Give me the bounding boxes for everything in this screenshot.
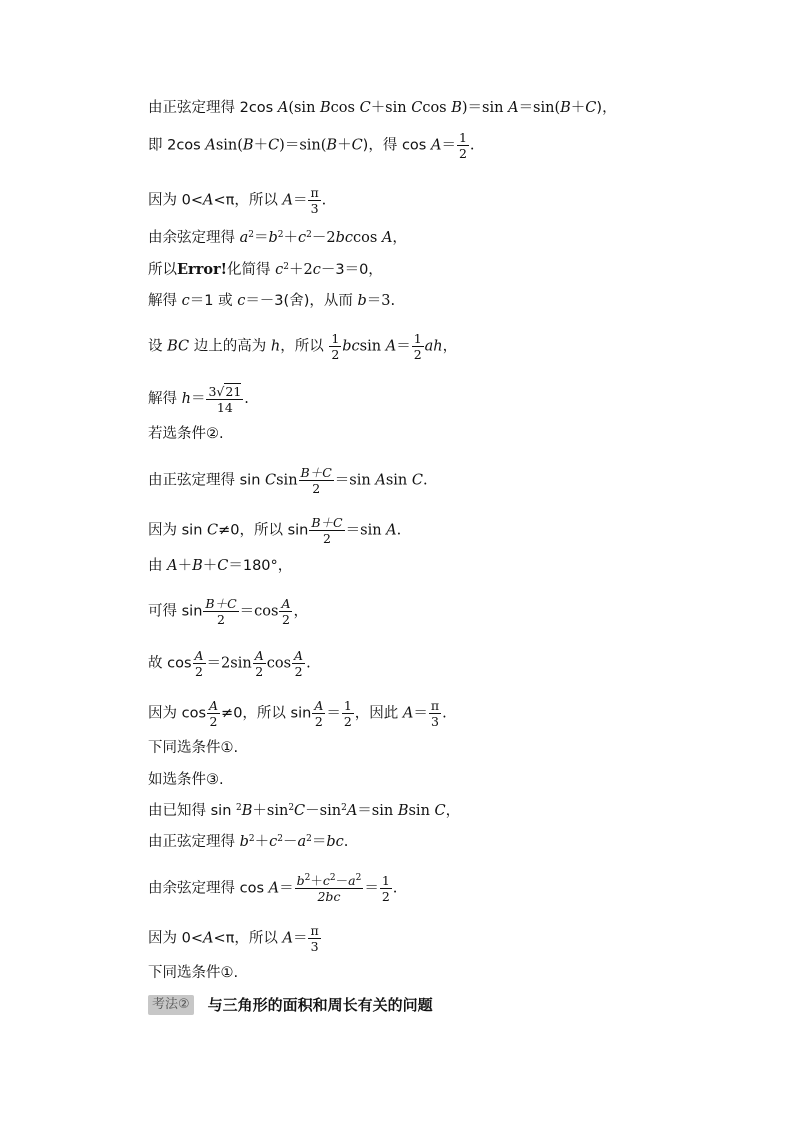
var: C xyxy=(411,100,423,116)
line-12 xyxy=(148,556,292,576)
text: 由正弦定理得 xyxy=(148,834,240,850)
var: A xyxy=(167,558,178,574)
fraction: $\frac{1}{2}$ xyxy=(343,698,352,729)
var: B xyxy=(397,803,409,819)
text: sin xyxy=(408,803,435,819)
var: B xyxy=(326,137,338,154)
line-20 xyxy=(148,873,397,904)
text: cos xyxy=(353,230,382,246)
fraction: $\frac{3√21}{14}$ xyxy=(208,384,242,415)
var: A xyxy=(282,192,293,209)
text: 由 xyxy=(148,558,168,574)
text: ≠0，所以 sin xyxy=(218,522,309,539)
text: cos xyxy=(266,655,292,672)
fraction: $\frac{\pi}{3}$ xyxy=(310,923,319,954)
line-2 xyxy=(148,130,475,161)
var: ah xyxy=(424,338,443,355)
fraction: $\frac{1}{2}$ xyxy=(331,331,340,362)
fraction: $\frac{\pi}{3}$ xyxy=(310,185,319,216)
text: . xyxy=(321,192,327,209)
text: 解得 xyxy=(148,293,182,309)
text: (sin xyxy=(288,100,321,116)
text: . xyxy=(306,655,311,672)
text: <π，所以 xyxy=(213,192,283,209)
var: B xyxy=(192,558,203,574)
var: A xyxy=(402,705,414,722)
var: b xyxy=(357,293,367,309)
var: B xyxy=(451,100,462,116)
text: 由余弦定理得 cos xyxy=(148,880,269,897)
text: cos xyxy=(330,100,360,116)
fraction: $\frac{b^2+c^2-a^2}{2bc}$ xyxy=(296,873,362,904)
text: ＝1 或 xyxy=(189,293,238,309)
line-5: 所以Error!化简得 $c^2+2c-3=0$， xyxy=(148,261,383,278)
var: A xyxy=(430,137,442,154)
var: C xyxy=(265,472,277,489)
var: c xyxy=(237,293,246,309)
text: . xyxy=(343,834,349,850)
var: B xyxy=(560,100,571,116)
var: A xyxy=(268,880,280,897)
text: 即 2cos xyxy=(148,137,206,154)
var: B xyxy=(242,137,254,154)
var: c xyxy=(275,262,284,278)
text: sin xyxy=(385,472,412,489)
line-16: 下同选条件①. xyxy=(148,740,239,756)
text: 因为 0< xyxy=(148,192,203,209)
text: . xyxy=(422,472,428,489)
text: －sin xyxy=(305,803,342,819)
text: ＋ xyxy=(202,558,218,574)
text: ＝ xyxy=(364,880,379,897)
var: B xyxy=(241,803,253,819)
fraction: $\frac{1}{2}$ xyxy=(413,331,422,362)
line-22: 下同选条件①. xyxy=(148,965,239,981)
text: )，得 cos xyxy=(362,137,431,154)
var: C xyxy=(217,558,229,574)
var: a xyxy=(297,834,307,850)
var: A xyxy=(385,338,397,355)
var: c xyxy=(269,834,278,850)
error-text: Error! xyxy=(177,261,228,278)
text: ＝sin xyxy=(357,803,398,819)
line-11 xyxy=(148,515,401,546)
text: 解得 xyxy=(148,391,182,407)
fraction: $\frac{B+C}{2}$ xyxy=(205,596,237,627)
text: 所以 xyxy=(148,262,177,278)
var: bc xyxy=(335,230,354,246)
text: 由已知得 sin xyxy=(148,803,236,819)
var: A xyxy=(381,230,393,246)
var: C xyxy=(294,803,306,819)
text: )＝sin xyxy=(461,100,509,116)
text: cos xyxy=(422,100,452,116)
text: ＋ xyxy=(570,100,586,116)
var: C xyxy=(351,137,363,154)
text: 边上的高为 xyxy=(189,338,271,355)
text: . xyxy=(396,522,402,539)
text: ＋sin xyxy=(252,803,289,819)
fraction: $\frac{A}{2}$ xyxy=(281,596,291,627)
text: 化简得 xyxy=(227,262,276,278)
fraction: $\frac{1}{2}$ xyxy=(381,873,390,904)
line-18: 由已知得 $\sin ^2B+\sin^2C-\sin^2A=\sin$ Bsin C， xyxy=(148,803,461,819)
fraction: $\frac{1}{2}$ xyxy=(458,130,467,161)
var: bc xyxy=(342,338,360,355)
var: C xyxy=(268,137,280,154)
var: A xyxy=(375,472,386,489)
line-10 xyxy=(148,465,428,496)
var: c xyxy=(312,262,321,278)
text: －2 xyxy=(311,230,336,246)
text: )＝sin( xyxy=(279,137,327,154)
var: bc xyxy=(326,834,344,850)
var: A xyxy=(202,192,214,209)
text: ＝ xyxy=(311,834,327,850)
text: . xyxy=(244,391,249,407)
line-1 xyxy=(148,98,617,118)
var: A xyxy=(386,522,397,539)
text: ＝ xyxy=(279,880,294,897)
text: 因为 cos xyxy=(148,705,207,722)
text: ， xyxy=(445,803,461,819)
fraction: $\frac{B+C}{2}$ xyxy=(311,515,343,546)
text: 由正弦定理得 2cos xyxy=(148,100,278,116)
text: ＋ xyxy=(337,137,352,154)
var: C xyxy=(434,803,446,819)
line-4: 由余弦定理得 $a^2=b^2+c^2-2bccos$ A， xyxy=(148,230,407,246)
text: ＝sin xyxy=(345,522,387,539)
text: . xyxy=(469,137,475,154)
text: )， xyxy=(596,100,617,116)
text: ＋ xyxy=(177,558,193,574)
line-19: 由正弦定理得 $b^2+c^2-a^2=bc$. xyxy=(148,834,349,850)
text: ＋ xyxy=(253,137,269,154)
text: 故 cos xyxy=(148,655,192,672)
section-title: 与三角形的面积和周长有关的问题 xyxy=(207,996,433,1014)
line-6 xyxy=(148,291,395,311)
var: h xyxy=(181,391,191,407)
fraction: $\frac{A}{2}$ xyxy=(254,648,264,679)
var: BC xyxy=(167,338,190,355)
var: c xyxy=(181,293,190,309)
text: ＝180°， xyxy=(228,558,293,574)
text: ＝ xyxy=(292,192,308,209)
line-8 xyxy=(148,383,249,415)
text: 由余弦定理得 xyxy=(148,230,240,246)
text: 可得 sin xyxy=(148,603,203,620)
fraction: $\frac{A}{2}$ xyxy=(314,698,324,729)
text: ＝cos xyxy=(239,603,279,620)
line-17: 如选条件③. xyxy=(148,772,224,788)
text: . xyxy=(442,705,447,722)
text: 因为 0< xyxy=(148,930,203,947)
text: <π，所以 xyxy=(213,930,283,947)
text: ＝－3(舍)，从而 xyxy=(245,293,358,309)
text: ＝sin xyxy=(334,472,376,489)
line-3 xyxy=(148,185,326,216)
var: C xyxy=(207,522,219,539)
fraction: $\frac{A}{2}$ xyxy=(209,698,219,729)
var: B xyxy=(320,100,331,116)
text: ＝ xyxy=(254,230,269,246)
text: ， xyxy=(293,603,308,620)
var: A xyxy=(346,803,358,819)
method-badge: 考法② xyxy=(148,995,194,1015)
var: C xyxy=(585,100,597,116)
text: ＝sin( xyxy=(518,100,561,116)
var: C xyxy=(359,100,371,116)
var: A xyxy=(277,100,289,116)
text: ＝ xyxy=(292,930,308,947)
fraction: $\frac{\pi}{3}$ xyxy=(430,698,440,729)
text: ≠0，所以 sin xyxy=(221,705,312,722)
var: A xyxy=(202,930,214,947)
var: b xyxy=(268,230,278,246)
text: sin xyxy=(276,472,298,489)
line-9: 若选条件②. xyxy=(148,426,224,442)
text: ＝2sin xyxy=(206,655,252,672)
text: . xyxy=(392,880,398,897)
line-14 xyxy=(148,648,311,679)
line-21 xyxy=(148,923,322,954)
fraction: $\frac{A}{2}$ xyxy=(294,648,304,679)
text: 由正弦定理得 sin xyxy=(148,472,265,489)
text: ＋2 xyxy=(288,262,313,278)
text: ＝ xyxy=(441,137,456,154)
text: ＝ xyxy=(326,705,341,722)
text: －3＝0， xyxy=(320,262,383,278)
text: ＋ xyxy=(254,834,270,850)
text: ＝ xyxy=(190,391,206,407)
text: ＝ xyxy=(396,338,411,355)
text: － xyxy=(283,834,298,850)
line-13 xyxy=(148,596,308,627)
section-heading xyxy=(148,994,433,1015)
var: a xyxy=(239,230,249,246)
text: ＋sin xyxy=(370,100,412,116)
text: ，所以 xyxy=(280,338,329,355)
var: h xyxy=(270,338,281,355)
fraction: $\frac{A}{2}$ xyxy=(194,648,204,679)
text: 因为 sin xyxy=(148,522,207,539)
text: ＋ xyxy=(283,230,299,246)
var: c xyxy=(298,230,307,246)
text: sin xyxy=(359,338,386,355)
text: ， xyxy=(442,338,458,355)
text: ＝3. xyxy=(366,293,396,309)
fraction: $\frac{B+C}{2}$ xyxy=(300,465,332,496)
text: 设 xyxy=(148,338,168,355)
var: C xyxy=(411,472,423,489)
line-7 xyxy=(148,331,457,362)
var: A xyxy=(282,930,293,947)
var: A xyxy=(508,100,519,116)
text: ＝ xyxy=(413,705,428,722)
text: sin( xyxy=(215,137,243,154)
var: b xyxy=(239,834,249,850)
line-15 xyxy=(148,698,447,729)
text: ， xyxy=(392,230,407,246)
text: ，因此 xyxy=(354,705,403,722)
var: A xyxy=(205,137,216,154)
